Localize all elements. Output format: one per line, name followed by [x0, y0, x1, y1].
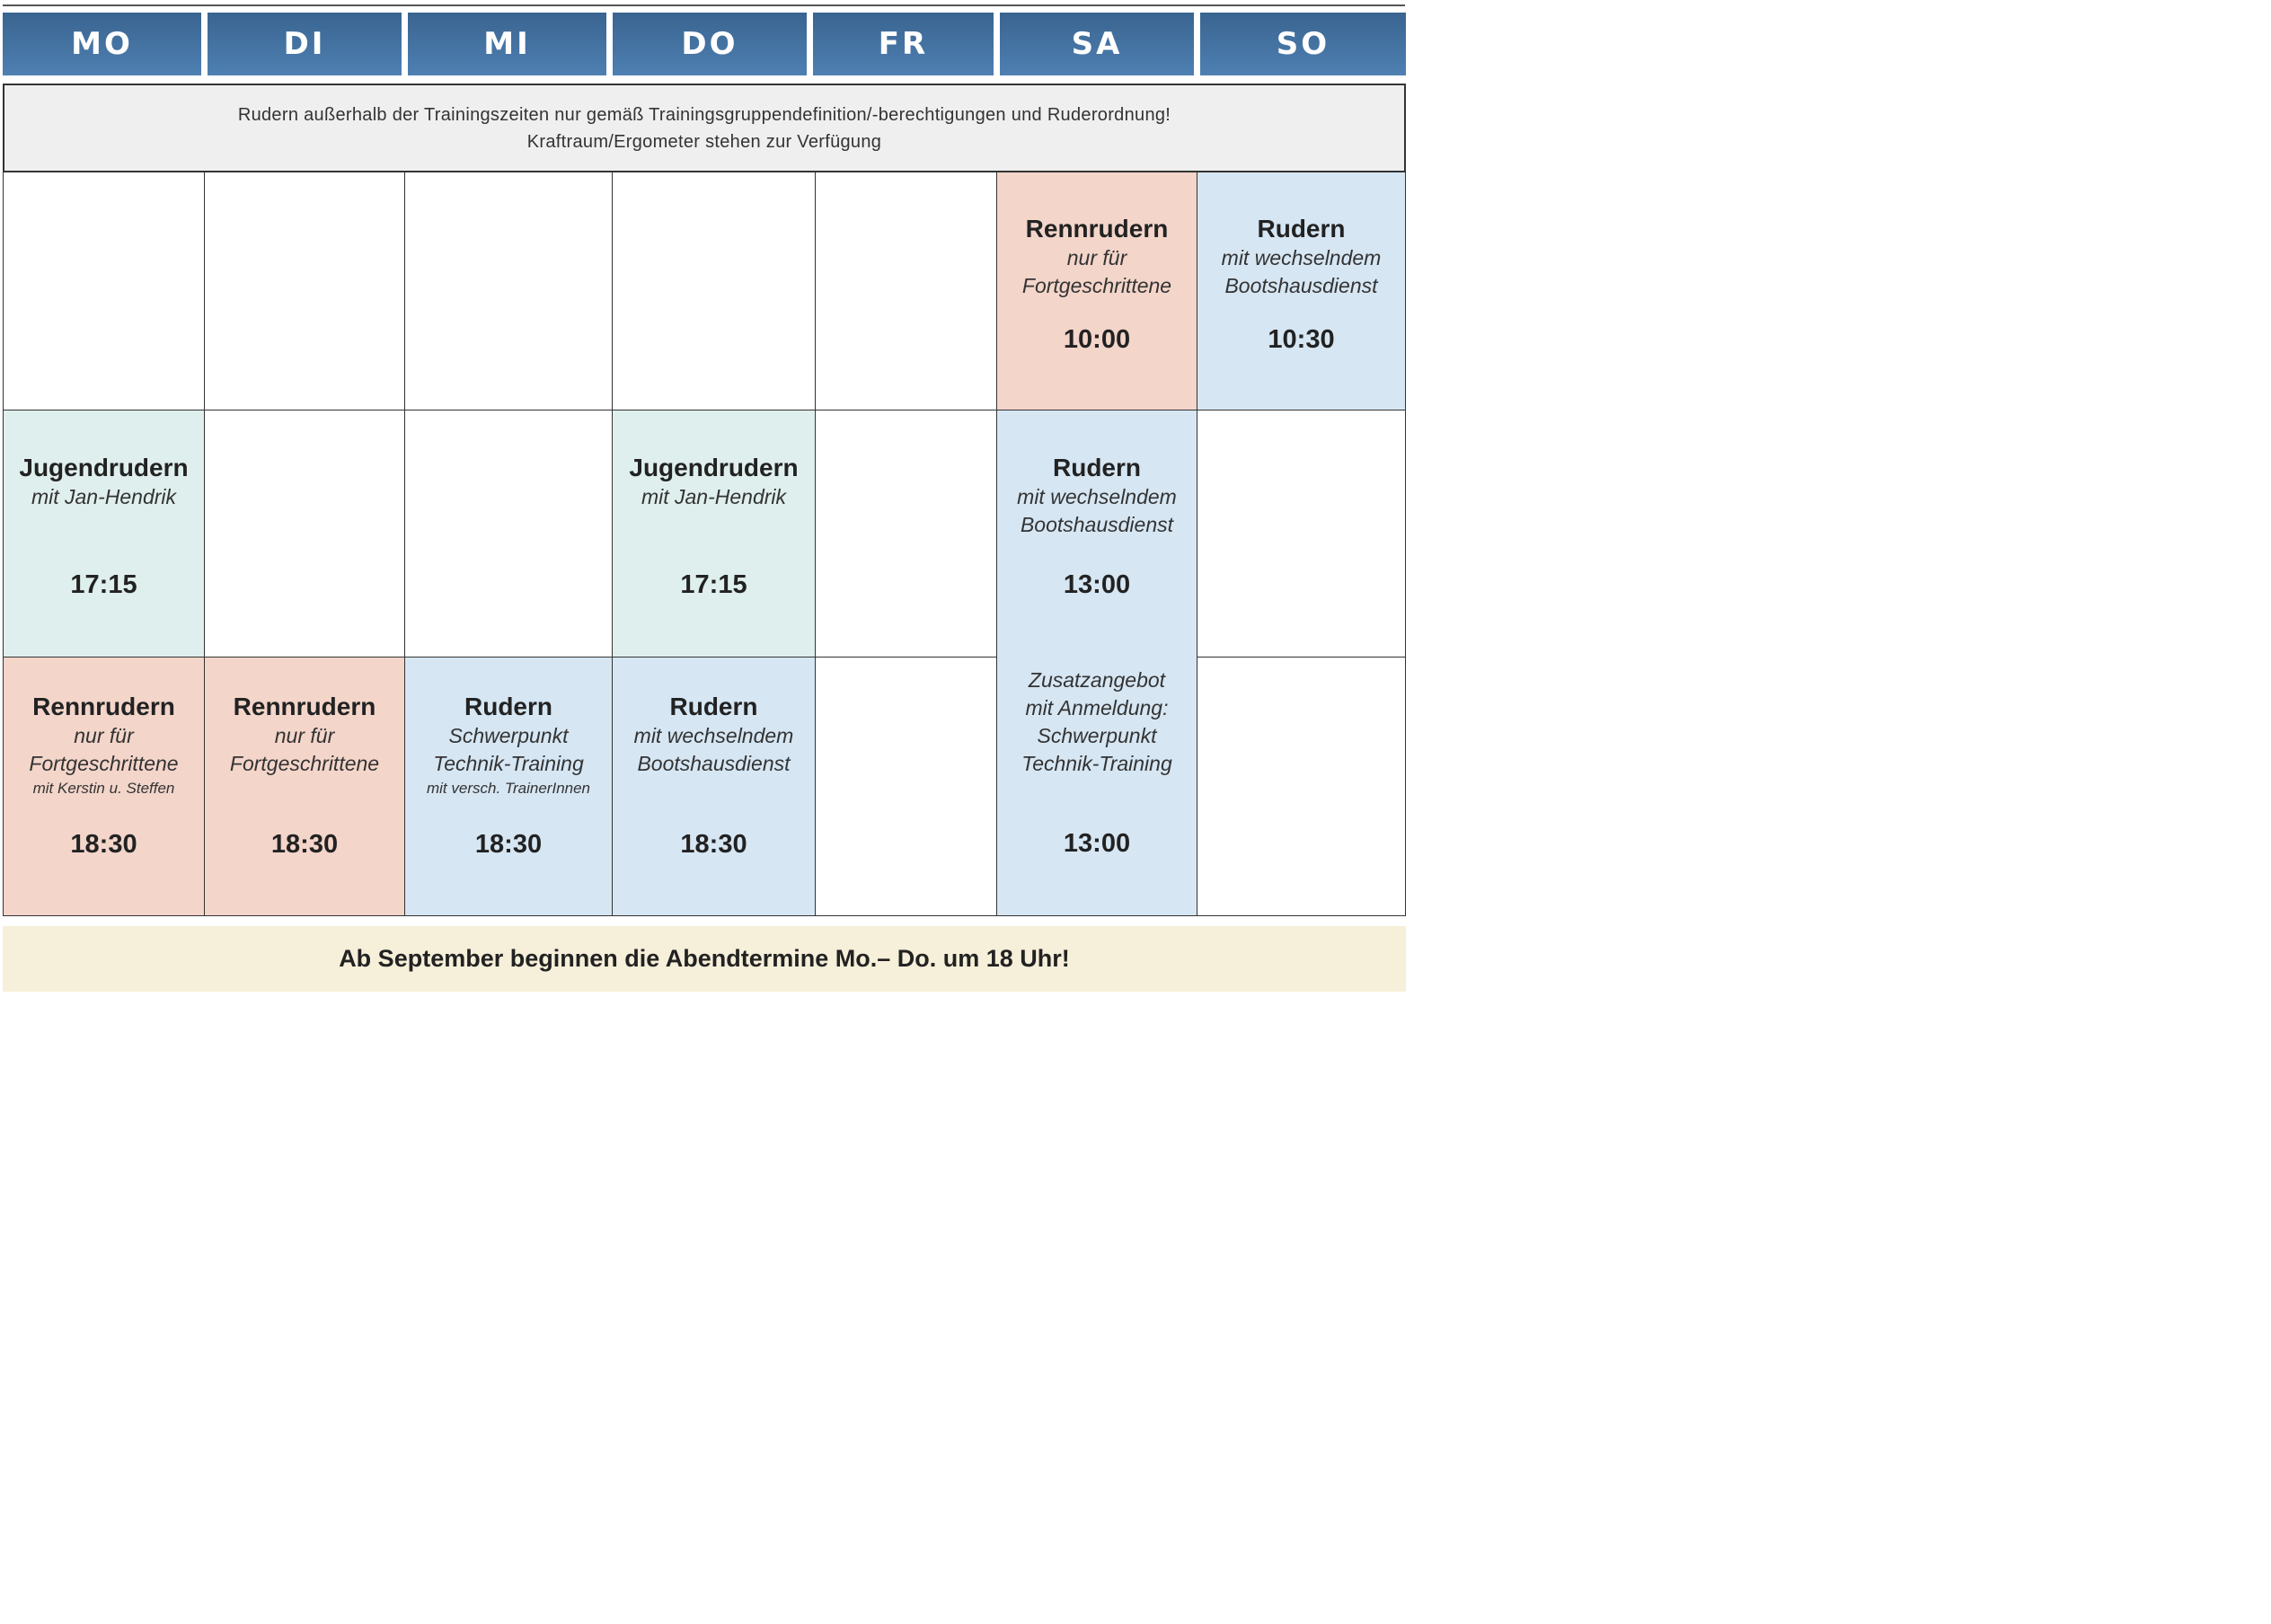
session-subtitle: mit wechselndem: [1017, 485, 1177, 508]
extra-offer-line: mit Anmeldung:: [1025, 696, 1169, 719]
cell-so-afternoon: [1197, 410, 1406, 658]
session-time: 18:30: [680, 830, 747, 859]
cell-mo-morning: [3, 172, 205, 410]
cell-fr-morning: [815, 172, 997, 410]
extra-offer-line: Schwerpunkt: [1037, 724, 1157, 747]
session-title: Rudern: [669, 693, 758, 720]
cell-mi-afternoon: [404, 410, 613, 658]
cell-so-evening: [1197, 657, 1406, 916]
session-subtitle: Schwerpunkt: [448, 724, 569, 747]
session-time: 18:30: [270, 830, 339, 859]
session-time: 17:15: [70, 570, 137, 599]
session-so-morning: [1197, 172, 1406, 410]
note-line-2: Kraftraum/Ergometer stehen zur Verfügung: [526, 131, 882, 152]
day-header-fr: FR: [813, 13, 994, 75]
session-subtitle: mit wechselndem: [633, 724, 794, 747]
session-di-evening: [204, 657, 405, 916]
day-header-sa: SA: [1000, 13, 1194, 75]
top-rule: [3, 4, 1405, 6]
general-note: [3, 84, 1406, 172]
session-do-evening: [612, 657, 816, 916]
extra-offer-time: 13:00: [1063, 829, 1131, 858]
session-title: Jugendrudern: [629, 454, 799, 481]
day-header-mo: MO: [3, 13, 201, 75]
cell-di-morning: [204, 172, 405, 410]
session-subtitle: mit wechselndem: [1221, 246, 1382, 269]
session-time: 18:30: [70, 830, 137, 859]
session-title: Rennrudern: [32, 693, 175, 720]
session-do-afternoon: [612, 410, 816, 658]
session-subtitle: Bootshausdienst: [1020, 513, 1174, 536]
cell-fr-afternoon: [815, 410, 997, 658]
session-subtitle: mit Jan-Hendrik: [641, 485, 787, 508]
session-subtitle: Bootshausdienst: [1224, 274, 1378, 297]
session-time: 18:30: [474, 830, 543, 859]
day-header-so: SO: [1200, 13, 1406, 75]
cell-fr-evening: [815, 657, 997, 916]
session-title: Rudern: [1053, 454, 1141, 481]
cell-mi-morning: [404, 172, 613, 410]
session-title: Rennrudern: [1025, 215, 1169, 243]
session-sa-morning: [996, 172, 1197, 410]
session-subtitle: nur für: [274, 724, 335, 747]
session-trainer: mit Kerstin u. Steffen: [32, 780, 175, 797]
session-title: Jugendrudern: [19, 454, 189, 481]
extra-offer: [997, 666, 1197, 778]
session-mi-evening: [404, 657, 613, 916]
session-subtitle: nur für: [1066, 246, 1127, 269]
session-time: 13:00: [1063, 570, 1131, 599]
session-subtitle: Fortgeschrittene: [1021, 274, 1172, 297]
day-header-di: DI: [208, 13, 402, 75]
session-subtitle: Bootshausdienst: [637, 752, 791, 775]
session-title: Rennrudern: [233, 693, 376, 720]
note-line-1: Rudern außerhalb der Trainingszeiten nur gemäß Trainingsgruppendefinition/-berechtigungen und Ruderordnung!: [237, 104, 1171, 125]
day-header-mi: MI: [408, 13, 606, 75]
session-subtitle: Technik-Training: [433, 752, 584, 775]
extra-offer-line: Technik-Training: [1021, 752, 1172, 775]
session-mo-afternoon: [3, 410, 205, 658]
session-subtitle: Fortgeschrittene: [29, 752, 179, 775]
day-header-do: DO: [613, 13, 807, 75]
cell-do-morning: [612, 172, 816, 410]
session-title: Rudern: [464, 693, 552, 720]
extra-offer-line: Zusatzangebot: [1028, 668, 1166, 692]
session-subtitle: nur für: [74, 724, 134, 747]
footer-notice: Ab September beginnen die Abendtermine Mo.– Do. um 18 Uhr!: [3, 926, 1406, 992]
session-time: 17:15: [680, 570, 747, 599]
session-time: 10:00: [1063, 325, 1131, 354]
session-mo-evening: [3, 657, 205, 916]
session-trainer: mit versch. TrainerInnen: [426, 780, 591, 797]
cell-di-afternoon: [204, 410, 405, 658]
session-sa-afternoon: [996, 410, 1197, 916]
session-title: Rudern: [1257, 215, 1346, 243]
session-subtitle: Fortgeschrittene: [229, 752, 380, 775]
session-subtitle: mit Jan-Hendrik: [31, 485, 177, 508]
session-time: 10:30: [1268, 325, 1335, 354]
